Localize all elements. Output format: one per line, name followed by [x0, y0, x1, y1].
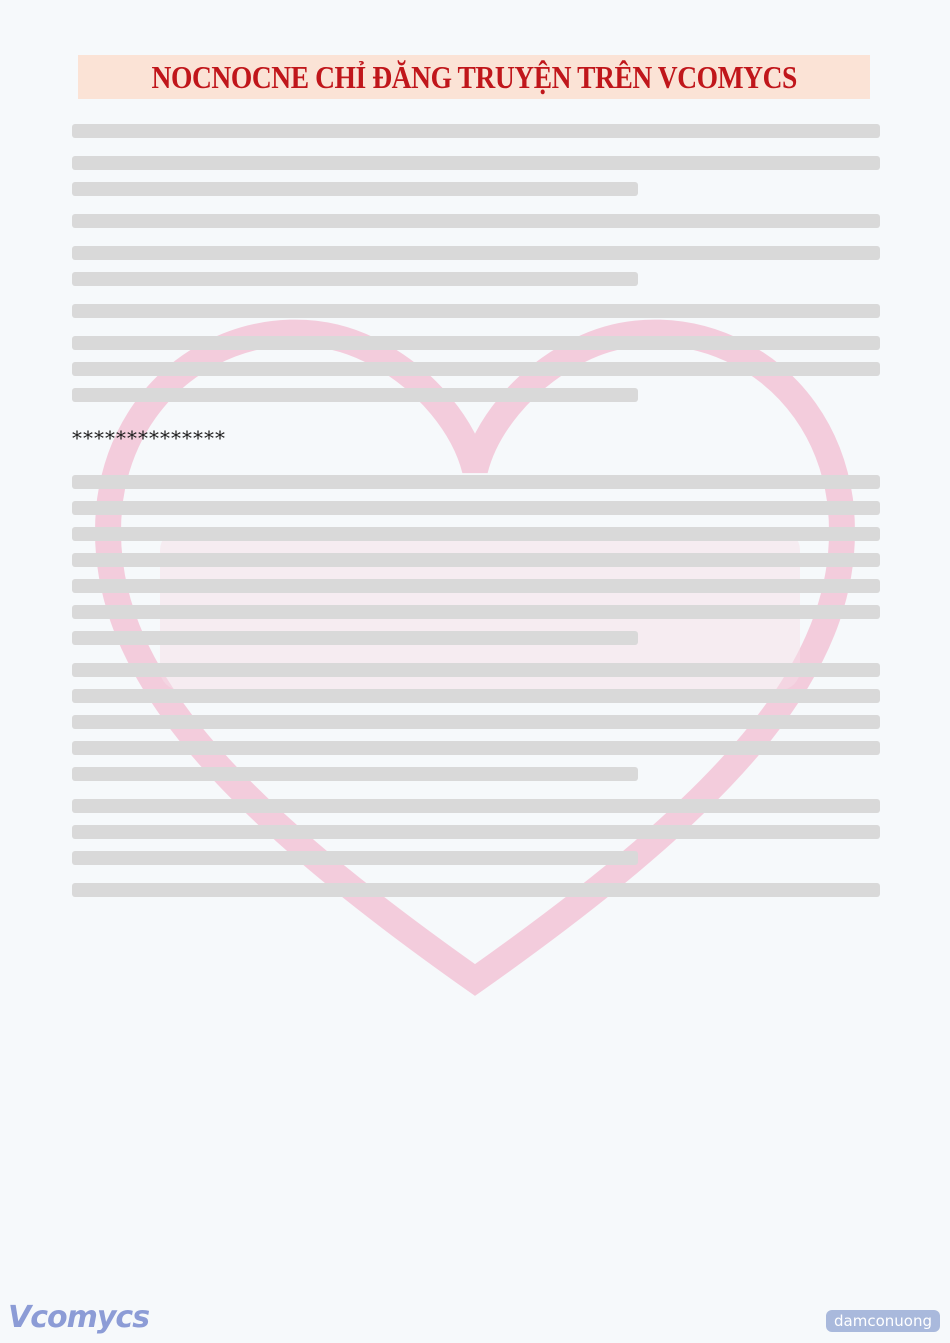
banner-title: NOCNOCNE CHỈ ĐĂNG TRUYỆN TRÊN VCOMYCS: [151, 58, 797, 95]
paragraph: [72, 663, 880, 781]
source-tag: damconuong: [826, 1310, 940, 1332]
vcomycs-logo: Vcomycs: [8, 1300, 150, 1335]
paragraph: [72, 799, 880, 865]
paragraph: [72, 124, 880, 138]
paragraph: [72, 304, 880, 318]
paragraph: [72, 883, 880, 897]
scene-divider: **************: [72, 426, 226, 450]
paragraph: [72, 336, 880, 402]
paragraph: [72, 246, 880, 286]
paragraph: [72, 475, 880, 645]
title-banner: [78, 55, 870, 99]
story-body: [72, 112, 880, 915]
paragraph: [72, 214, 880, 228]
paragraph: [72, 156, 880, 196]
